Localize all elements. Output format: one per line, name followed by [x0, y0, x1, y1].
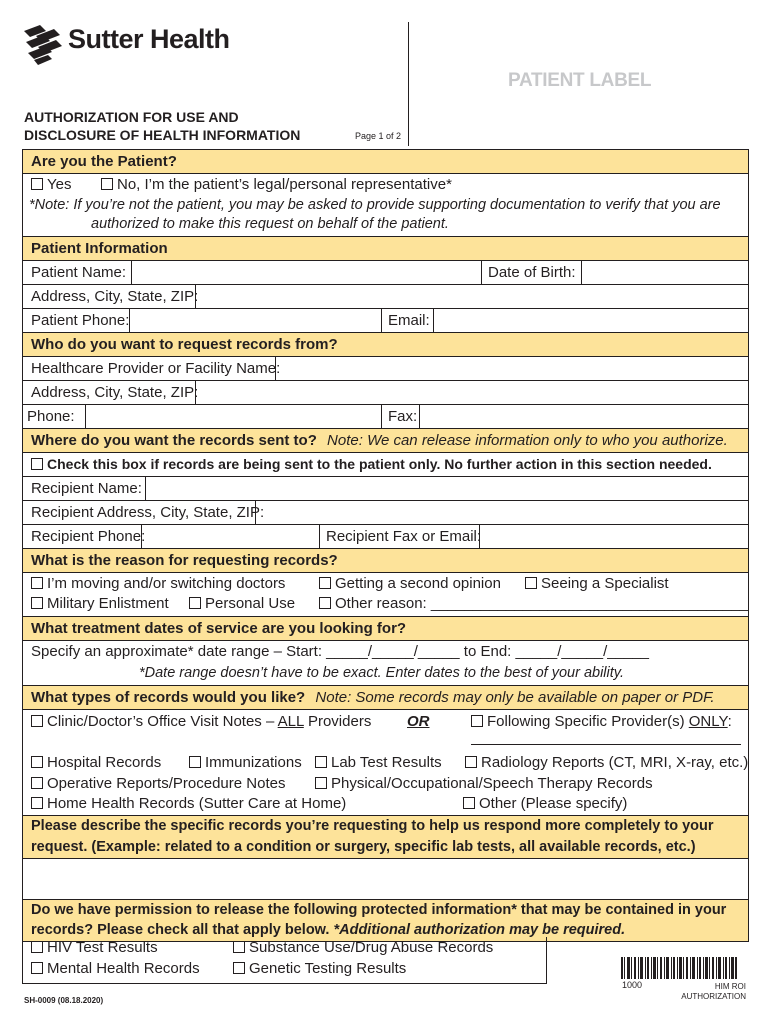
option-hospital-label: Hospital Records — [47, 754, 162, 771]
option-hiv[interactable] — [31, 939, 158, 956]
checkbox-specific-provider[interactable] — [471, 715, 483, 727]
checkbox-therapy[interactable] — [315, 777, 327, 789]
option-lab-label: Lab Test Results — [331, 754, 442, 771]
date-range-text: Specify an approximate* date range – Start: _____/_____/_____ to End: _____/_____/_____ — [31, 643, 649, 660]
option-yes[interactable] — [31, 174, 71, 195]
option-hospital[interactable] — [31, 752, 161, 773]
recipient-phone-label: Recipient Phone: — [31, 528, 146, 545]
title-line-1: AUTHORIZATION FOR USE AND — [24, 109, 239, 125]
option-other-reason[interactable] — [319, 594, 748, 614]
or-text: OR — [407, 713, 430, 730]
patient-address-row — [23, 285, 748, 309]
section-dates — [23, 617, 748, 641]
provider-fax-field[interactable] — [419, 405, 748, 428]
fax-label: Fax: — [388, 408, 418, 425]
clinic-label: Clinic/Doctor’s Office Visit Notes – — [47, 713, 278, 730]
recipient-heading-note: Note: We can release information only to who you authorize. — [327, 432, 728, 449]
option-radiology[interactable] — [465, 752, 748, 773]
checkbox-genetic[interactable] — [233, 962, 245, 974]
option-representative[interactable] — [101, 174, 452, 195]
section-source — [23, 333, 748, 357]
describe-field[interactable] — [23, 859, 748, 900]
option-other-records[interactable] — [463, 794, 627, 814]
provider-phone-row — [23, 405, 748, 429]
checkbox-hiv[interactable] — [31, 941, 43, 953]
option-radiology-label: Radiology Reports (CT, MRI, X-ray, etc.) — [481, 754, 749, 771]
heading-record-types: What types of records would you like? — [31, 689, 306, 706]
patient-label: PATIENT LABEL — [508, 70, 652, 91]
checkbox-lab[interactable] — [315, 756, 327, 768]
option-substance-label: Substance Use/Drug Abuse Records — [249, 939, 494, 956]
form-category-line-1: HIM ROI — [714, 982, 746, 991]
option-specific-provider[interactable] — [471, 710, 732, 733]
provider-name-label: Healthcare Provider or Facility Name: — [31, 360, 281, 377]
authorization-form — [22, 149, 749, 942]
barcode-number: 1000 — [622, 980, 643, 990]
section-recipient — [23, 429, 748, 453]
option-second-opinion[interactable] — [319, 573, 501, 594]
option-lab[interactable] — [315, 752, 442, 773]
checkbox-other-reason[interactable] — [319, 597, 331, 609]
option-genetic[interactable] — [233, 960, 406, 977]
barcode — [621, 957, 737, 979]
fax-label-cell — [381, 405, 424, 428]
option-personal[interactable] — [189, 594, 295, 614]
checkbox-substance[interactable] — [233, 941, 245, 953]
option-home-health-label: Home Health Records (Sutter Care at Home) — [47, 795, 347, 812]
email-label: Email: — [388, 312, 430, 329]
option-specialist[interactable] — [525, 573, 669, 594]
patient-note-line-1: *Note: If you’re not the patient, you may be asked to provide supporting documentation to verify that you are — [29, 197, 721, 213]
option-therapy-label: Physical/Occupational/Speech Therapy Records — [331, 775, 653, 792]
recipient-phone-row — [23, 525, 748, 549]
option-moving-label: I’m moving and/or switching doctors — [47, 575, 286, 592]
checkbox-clinic-all[interactable] — [31, 715, 43, 727]
recipient-phone-field[interactable] — [141, 525, 320, 548]
recipient-address-row — [23, 501, 748, 525]
option-mental-label: Mental Health Records — [47, 960, 200, 977]
section-patient-question — [23, 150, 748, 174]
checkbox-mental[interactable] — [31, 962, 43, 974]
option-specialist-label: Seeing a Specialist — [541, 575, 669, 592]
protected-line-2-note: *Additional authorization may be required. — [333, 922, 626, 938]
heading-reason: What is the reason for requesting records? — [31, 552, 338, 569]
option-genetic-label: Genetic Testing Results — [249, 960, 407, 977]
recipient-fax-label-cell — [319, 525, 484, 548]
patient-choice-row — [23, 174, 748, 195]
dob-label-cell — [481, 261, 588, 284]
section-reason — [23, 549, 748, 573]
checkbox-other-records[interactable] — [463, 797, 475, 809]
checkbox-military[interactable] — [31, 597, 43, 609]
heading-are-you-patient: Are you the Patient? — [31, 153, 177, 170]
option-second-opinion-label: Getting a second opinion — [335, 575, 501, 592]
clinic-all-text: ALL — [277, 713, 304, 730]
clinic-providers-text: Providers — [303, 713, 372, 730]
option-home-health[interactable] — [31, 794, 346, 814]
option-yes-label: Yes — [47, 176, 72, 193]
provider-phone-field[interactable] — [85, 405, 382, 428]
option-immunizations[interactable] — [189, 752, 302, 773]
recipient-address-field[interactable] — [255, 501, 748, 524]
record-types-provider-row — [23, 710, 748, 752]
checkbox-yes[interactable] — [31, 178, 43, 190]
recipient-name-field[interactable] — [145, 477, 748, 500]
protected-line-1: Do we have permission to release the following protected information* that may be contained in your — [31, 902, 727, 918]
checkbox-immunizations[interactable] — [189, 756, 201, 768]
reason-row-2 — [23, 594, 748, 617]
describe-line-1: Please describe the specific records you’re requesting to help us respond more completely to your — [31, 818, 714, 834]
section-describe — [23, 816, 748, 859]
provider-name-field[interactable] — [275, 357, 748, 380]
record-types-row-3 — [23, 794, 748, 816]
checkbox-specialist[interactable] — [525, 577, 537, 589]
option-military[interactable] — [31, 594, 169, 614]
record-types-row-2 — [23, 773, 748, 794]
heading-send-to: Where do you want the records sent to? — [31, 432, 317, 449]
option-moving[interactable] — [31, 573, 285, 594]
specific-colon: : — [727, 713, 732, 730]
protected-options-box — [22, 937, 547, 984]
heading-request-from: Who do you want to request records from? — [31, 336, 338, 353]
document-title — [24, 108, 300, 144]
form-category-line-2: AUTHORIZATION — [681, 992, 746, 1001]
checkbox-personal[interactable] — [189, 597, 201, 609]
option-other-records-label: Other (Please specify) — [479, 795, 628, 812]
patient-only-label: Check this box if records are being sent to the patient only. No further action in this section needed. — [47, 456, 712, 472]
protected-line-2-text: records? Please check all that apply below. — [31, 922, 334, 938]
patient-address-label: Address, City, State, ZIP: — [31, 288, 199, 305]
option-mental[interactable] — [31, 960, 200, 977]
page-number: Page 1 of 2 — [355, 131, 402, 141]
provider-address-label: Address, City, State, ZIP: — [31, 384, 199, 401]
option-representative-label: No, I’m the patient’s legal/personal representative* — [117, 176, 452, 193]
checkbox-patient-only[interactable] — [31, 458, 43, 470]
section-record-types — [23, 686, 748, 710]
checkbox-operative[interactable] — [31, 777, 43, 789]
option-substance[interactable] — [233, 939, 493, 956]
provider-name-row — [23, 357, 748, 381]
section-protected — [23, 900, 748, 942]
patient-note-line-2: authorized to make this request on behalf of the patient. — [23, 215, 748, 237]
patient-phone-label: Patient Phone: — [31, 312, 130, 329]
option-clinic-all[interactable] — [31, 710, 371, 733]
option-operative-label: Operative Reports/Procedure Notes — [47, 775, 286, 792]
email-label-cell — [381, 309, 438, 332]
specific-provider-label: Following Specific Provider(s) — [487, 713, 689, 730]
patient-name-field[interactable] — [131, 261, 482, 284]
provider-phone-label: Phone: — [27, 408, 75, 425]
specific-provider-line[interactable] — [471, 744, 741, 745]
checkbox-moving[interactable] — [31, 577, 43, 589]
dob-label: Date of Birth: — [488, 264, 576, 281]
option-therapy[interactable] — [315, 773, 653, 794]
checkbox-home-health[interactable] — [31, 797, 43, 809]
form-code: SH-0009 (08.18.2020) — [24, 996, 104, 1005]
specific-only-text: ONLY — [688, 713, 728, 730]
option-military-label: Military Enlistment — [47, 595, 169, 612]
option-operative[interactable] — [31, 773, 285, 794]
checkbox-radiology[interactable] — [465, 756, 477, 768]
describe-line-2: request. (Example: related to a condition or surgery, specific lab tests, all available records, etc.) — [31, 839, 696, 855]
heading-patient-information: Patient Information — [31, 240, 168, 257]
checkbox-second-opinion[interactable] — [319, 577, 331, 589]
logo-text: Sutter Health — [68, 24, 230, 54]
form-category-label — [662, 982, 746, 1002]
patient-address-field[interactable] — [195, 285, 748, 308]
date-range-note: *Date range doesn’t have to be exact. Enter dates to the best of your ability. — [23, 663, 748, 686]
option-hiv-label: HIV Test Results — [47, 939, 158, 956]
date-range-row[interactable] — [23, 641, 748, 663]
option-other-reason-label: Other reason: ______________________________________ — [335, 595, 748, 612]
recipient-fax-field[interactable] — [479, 525, 748, 548]
provider-address-field[interactable] — [195, 381, 748, 404]
provider-address-row — [23, 381, 748, 405]
recipient-name-row — [23, 477, 748, 501]
patient-only-row[interactable] — [23, 453, 748, 477]
patient-name-label: Patient Name: — [31, 264, 127, 281]
record-types-note: Note: Some records may only be available on paper or PDF. — [315, 689, 715, 706]
patient-phone-row — [23, 309, 748, 333]
heading-dates: What treatment dates of service are you looking for? — [31, 620, 407, 637]
title-line-2: DISCLOSURE OF HEALTH INFORMATION — [24, 127, 301, 143]
record-types-row-1 — [23, 752, 748, 773]
checkbox-hospital[interactable] — [31, 756, 43, 768]
patient-phone-field[interactable] — [129, 309, 382, 332]
option-immunizations-label: Immunizations — [205, 754, 302, 771]
recipient-address-label: Recipient Address, City, State, ZIP: — [31, 504, 265, 521]
checkbox-representative[interactable] — [101, 178, 113, 190]
email-field[interactable] — [433, 309, 748, 332]
dob-field[interactable] — [581, 261, 748, 284]
reason-row-1 — [23, 573, 748, 594]
label-divider — [408, 22, 409, 146]
recipient-fax-label: Recipient Fax or Email: — [326, 528, 482, 545]
patient-name-row — [23, 261, 748, 285]
recipient-name-label: Recipient Name: — [31, 480, 142, 497]
section-patient-information — [23, 237, 748, 261]
option-personal-label: Personal Use — [205, 595, 296, 612]
